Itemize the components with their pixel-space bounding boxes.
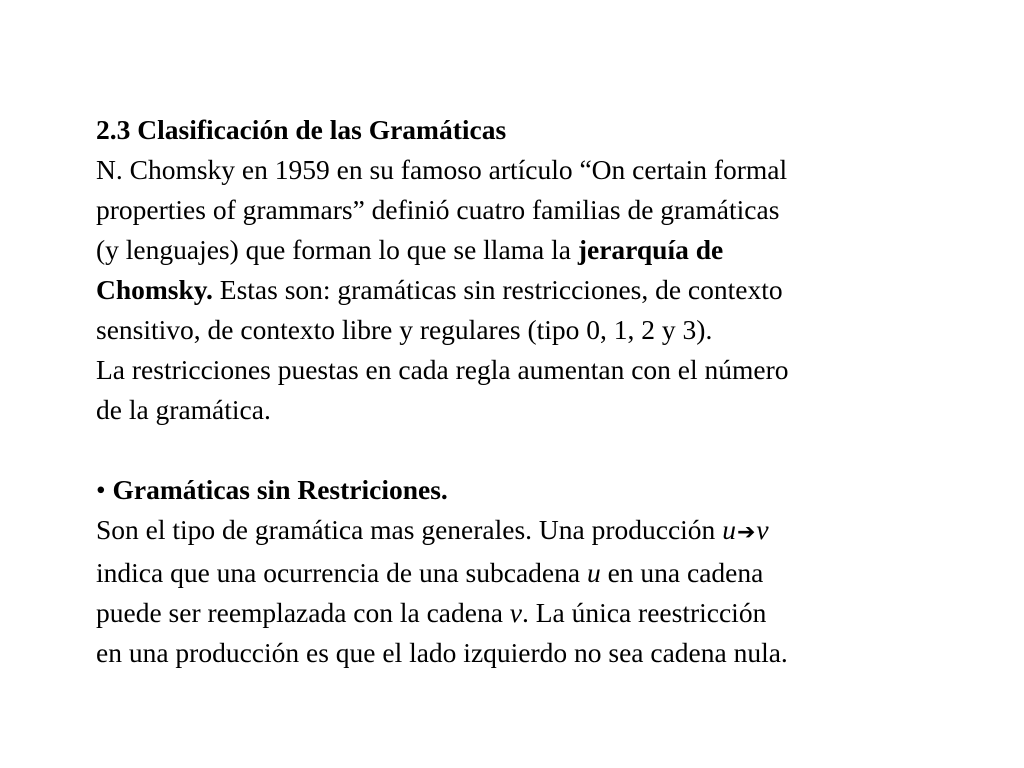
- arrow-icon: ➔: [736, 520, 756, 545]
- var-v-2: v: [509, 597, 522, 628]
- intro-line-5: sensitivo, de contexto libre y regulares (tipo 0, 1, 2 y 3).: [96, 314, 713, 345]
- term-jerarquia: jerarquía de: [577, 234, 724, 265]
- intro-line-6: La restricciones puestas en cada regla aumentan con el número: [96, 354, 789, 385]
- var-u-2: u: [586, 557, 601, 588]
- var-v: v: [756, 514, 769, 545]
- subsection-heading: [96, 470, 976, 510]
- intro-line-4-text: Estas son: gramáticas sin restricciones, de contexto: [212, 274, 783, 305]
- intro-line-1: N. Chomsky en 1959 en su famoso artículo “On certain formal: [96, 154, 788, 185]
- subsection-title: Gramáticas sin Restriciones.: [112, 474, 448, 505]
- body-line-3: [96, 593, 976, 633]
- intro-line-4: [96, 270, 976, 310]
- paragraph-gap: [96, 430, 976, 470]
- intro-line-3-text: (y lenguajes) que forman lo que se llama la: [96, 234, 578, 265]
- bullet-icon: •: [96, 474, 106, 505]
- body-line-2-text: indica que una ocurrencia de una subcadena: [96, 557, 587, 588]
- body-line-2-tail: en una cadena: [600, 557, 764, 588]
- var-u: u: [722, 514, 736, 545]
- body-line-3-tail: . La única reestricción: [522, 597, 767, 628]
- body-line-4: en una producción es que el lado izquierdo no sea cadena nula.: [96, 637, 788, 668]
- intro-line-3: [96, 230, 976, 270]
- intro-line-2: properties of grammars” definió cuatro familias de gramáticas: [96, 194, 780, 225]
- body-line-1: [96, 510, 976, 553]
- slide-content: [96, 110, 976, 673]
- section-heading: 2.3 Clasificación de las Gramáticas: [96, 114, 507, 145]
- body-line-2: [96, 553, 976, 593]
- body-line-3-text: puede ser reemplazada con la cadena: [96, 597, 510, 628]
- intro-line-7: de la gramática.: [96, 394, 271, 425]
- body-line-1-text: Son el tipo de gramática mas generales. Una producción: [96, 514, 723, 545]
- term-chomsky: Chomsky.: [96, 274, 213, 305]
